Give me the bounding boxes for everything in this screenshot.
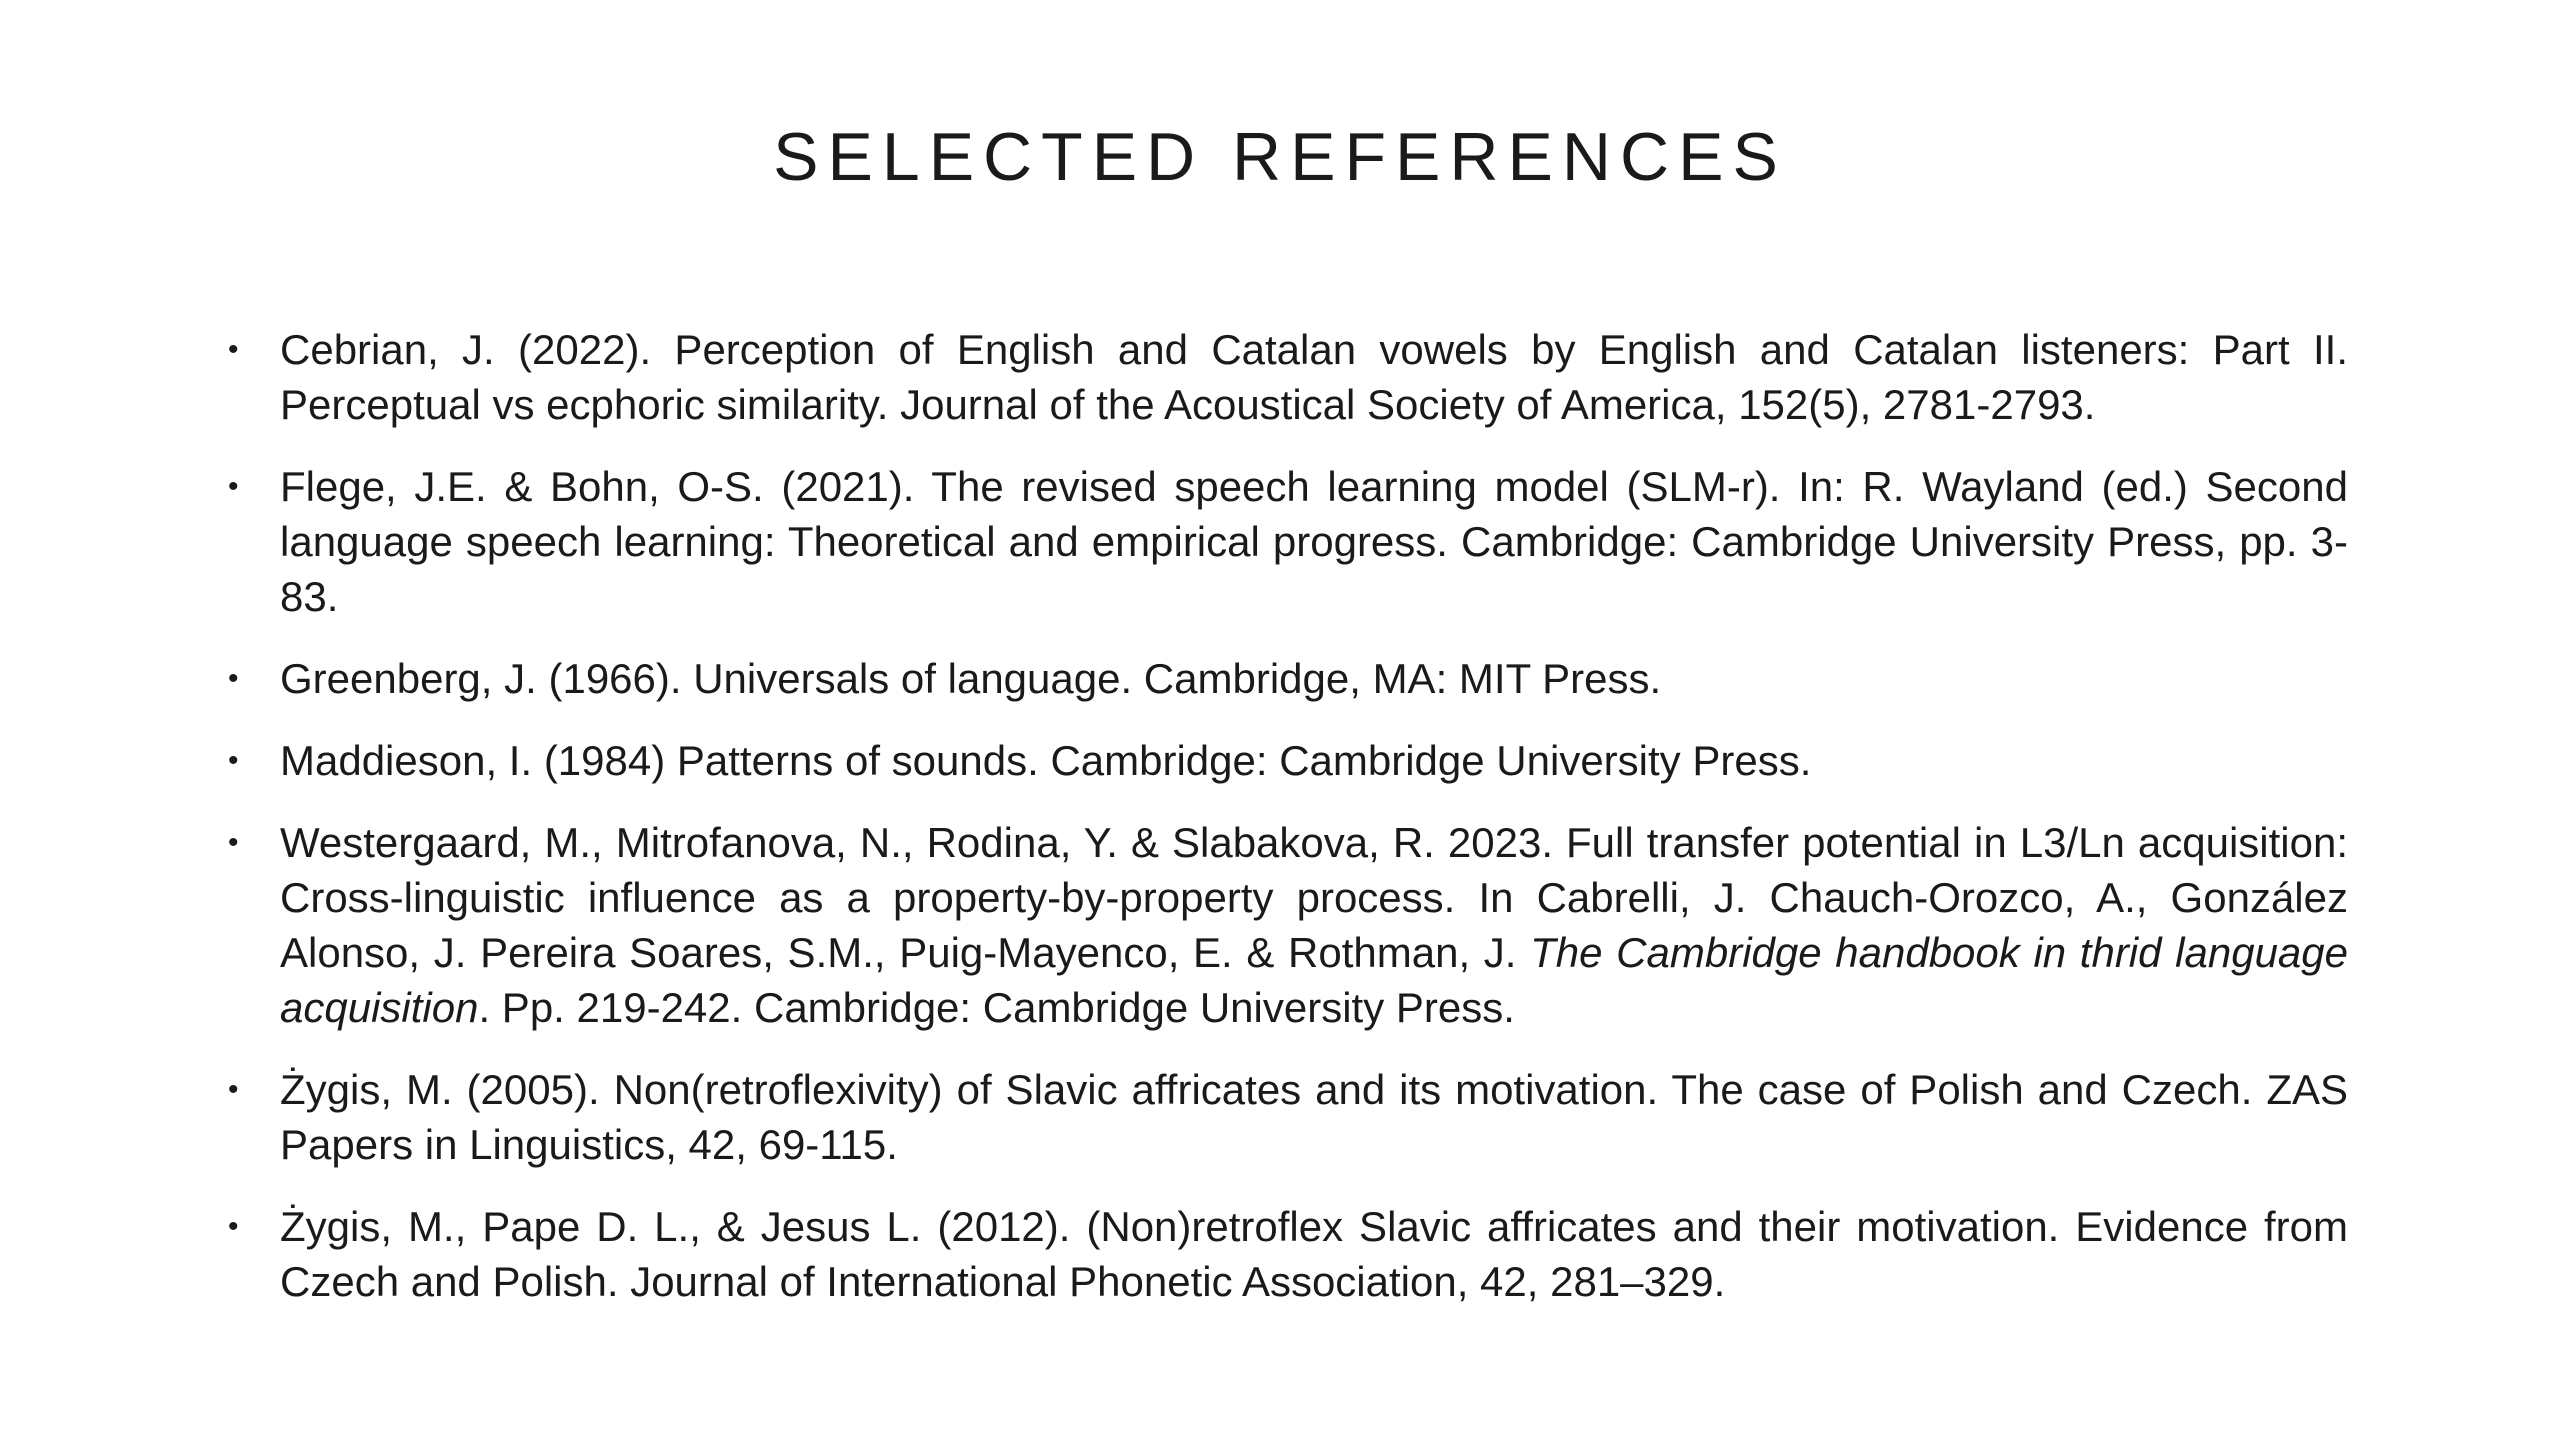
bullet-icon: • bbox=[228, 826, 239, 859]
reference-text: Flege, J.E. & Bohn, O-S. (2021). The revised speech learning model (SLM-r). In: R. Wayland (ed.) Second language speech learning: Theoretical and empirical progress. Cambridge: Cambridge University Press, pp. 3-83. bbox=[280, 463, 2348, 620]
bullet-icon: • bbox=[228, 1210, 239, 1243]
reference-list bbox=[223, 322, 2348, 1336]
book-title: The Cambridge handbook in thrid language acquisition bbox=[280, 929, 2348, 1031]
reference-text: Maddieson, I. (1984) Patterns of sounds. Cambridge: Cambridge University Press. bbox=[280, 737, 1812, 784]
bullet-icon: • bbox=[228, 744, 239, 777]
bullet-icon: • bbox=[228, 470, 239, 503]
bullet-icon: • bbox=[228, 662, 239, 695]
reference-text: Cebrian, J. (2022). Perception of English and Catalan vowels by English and Catalan listeners: Part II. Perceptual vs ecphoric similarity. Journal of the Acoustical Society of America, 152(5), 2781-2793. bbox=[280, 326, 2348, 428]
bullet-icon: • bbox=[228, 1073, 239, 1106]
reference-item bbox=[223, 651, 2348, 706]
reference-text-part: Westergaard, M., Mitrofanova, N., Rodina, Y. & Slabakova, R. 2023. Full transfer potential in L3/Ln acquisition: Cross-linguistic influence as a property-by-property process. In Cabrelli, J. Chauch-Orozco, A., González Alonso, J. Pereira Soares, S.M., Puig-Mayenco, E. & Rothman, J. bbox=[280, 819, 2348, 976]
reference-item bbox=[223, 322, 2348, 432]
reference-text bbox=[280, 819, 2348, 1031]
slide-title: SELECTED REFERENCES bbox=[773, 119, 1787, 195]
reference-text-part: . Pp. 219-242. Cambridge: Cambridge University Press. bbox=[478, 984, 1515, 1031]
reference-item bbox=[223, 815, 2348, 1035]
reference-text: Żygis, M. (2005). Non(retroflexivity) of Slavic affricates and its motivation. The case of Polish and Czech. ZAS Papers in Linguistics, 42, 69-115. bbox=[280, 1066, 2348, 1168]
reference-text: Greenberg, J. (1966). Universals of language. Cambridge, MA: MIT Press. bbox=[280, 655, 1662, 702]
reference-text: Żygis, M., Pape D. L., & Jesus L. (2012). (Non)retroflex Slavic affricates and their motivation. Evidence from Czech and Polish. Journal of International Phonetic Association, 42, 281–329. bbox=[280, 1203, 2348, 1305]
bullet-icon: • bbox=[228, 333, 239, 366]
reference-item bbox=[223, 459, 2348, 624]
reference-item bbox=[223, 733, 2348, 788]
reference-item bbox=[223, 1062, 2348, 1172]
reference-item bbox=[223, 1199, 2348, 1309]
